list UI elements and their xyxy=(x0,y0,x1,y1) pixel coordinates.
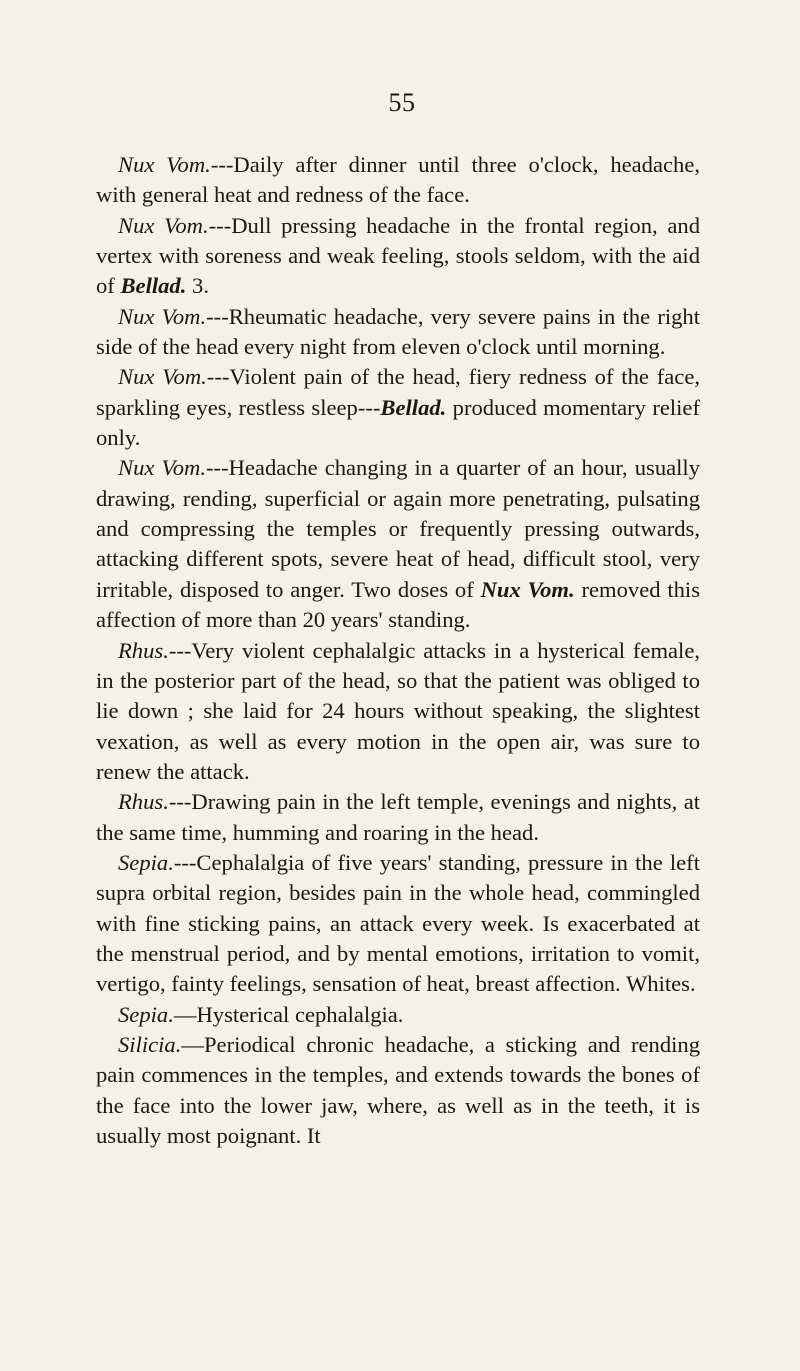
paragraph-text: produced momentary relief only. xyxy=(96,394,700,451)
paragraph-text: ---Daily after dinner until three o'clock, headache, with general heat and redness of the face. xyxy=(96,152,700,208)
paragraph xyxy=(96,211,700,302)
paragraph-text: ---Violent pain of the head, fiery redness of the face, sparkling eyes, restless sleep--- xyxy=(96,364,701,420)
remedy-name: Rhus. xyxy=(118,637,169,663)
remedy-name: Nux Vom. xyxy=(118,455,207,481)
paragraph xyxy=(96,1030,700,1151)
paragraph xyxy=(96,848,700,1000)
paragraph-text: —Periodical chronic headache, a sticking and rending pain commences in the temples, and extends towards the bones of the face into the lower jaw, where, as well as in the teeth, it is usually most poignant. It xyxy=(96,1031,700,1148)
remedy-name: Nux Vom. xyxy=(118,152,211,177)
remedy-name: Nux Vom. xyxy=(118,364,207,390)
remedy-name: Sepia. xyxy=(118,1001,174,1027)
page-number: 55 xyxy=(388,88,416,117)
paragraph xyxy=(96,453,700,635)
remedy-reference: Bellad. xyxy=(380,394,447,420)
paragraph xyxy=(96,362,700,453)
paragraph-text: ---Drawing pain in the left temple, evenings and nights, at the same time, humming and roaring in the head. xyxy=(96,789,700,845)
remedy-reference: Nux Vom. xyxy=(480,576,575,602)
paragraph-text: ---Rheumatic headache, very severe pains in the right side of the head every night from eleven o'clock until morning. xyxy=(96,303,700,360)
paragraph-text: ---Very violent cephalalgic attacks in a hysterical female, in the posterior part of the head, so that the patient was obliged to lie down ; she laid for 24 hours without speaking, the slightest vexation, as well as every motion in the open air, was sure to renew the attack. xyxy=(96,637,700,784)
remedy-name: Rhus. xyxy=(118,789,169,815)
paragraph-text: ---Cephalalgia of five years' standing, pressure in the left supra orbital region, besides pain in the whole head, commingled with fine sticking pains, an attack every week. Is exacerbated at the menstrual period, and by mental emotions, irritation to vomit, vertigo, fainty feelings, sensation of heat, breast affection. Whites. xyxy=(96,849,700,997)
remedy-name: Nux Vom. xyxy=(118,303,207,329)
paragraph xyxy=(96,150,700,211)
remedy-reference: Bellad. xyxy=(120,273,187,299)
paragraph xyxy=(96,787,700,848)
paragraph-text: ---Dull pressing headache in the frontal region, and vertex with soreness and weak feeling, stools seldom, with the aid of xyxy=(96,212,700,299)
paragraph-text: removed this affection of more than 20 years' standing. xyxy=(96,576,700,633)
page-body xyxy=(96,150,700,1151)
paragraph-text: 3. xyxy=(186,273,209,299)
remedy-name: Silicia. xyxy=(118,1031,182,1057)
paragraph xyxy=(96,636,700,788)
paragraph-text: ---Headache changing in a quarter of an hour, usually drawing, rending, superficial or again more penetrating, pulsating and compressing the temples or frequently pressing outwards, attacking different spots, severe heat of head, difficult stool, very irritable, disposed to anger. Two doses of xyxy=(96,455,700,602)
paragraph xyxy=(96,1000,700,1030)
paragraph-text: —Hysterical cephalalgia. xyxy=(173,1001,404,1027)
remedy-name: Nux Vom. xyxy=(118,212,209,238)
remedy-name: Sepia. xyxy=(118,849,174,875)
paragraph xyxy=(96,302,700,363)
